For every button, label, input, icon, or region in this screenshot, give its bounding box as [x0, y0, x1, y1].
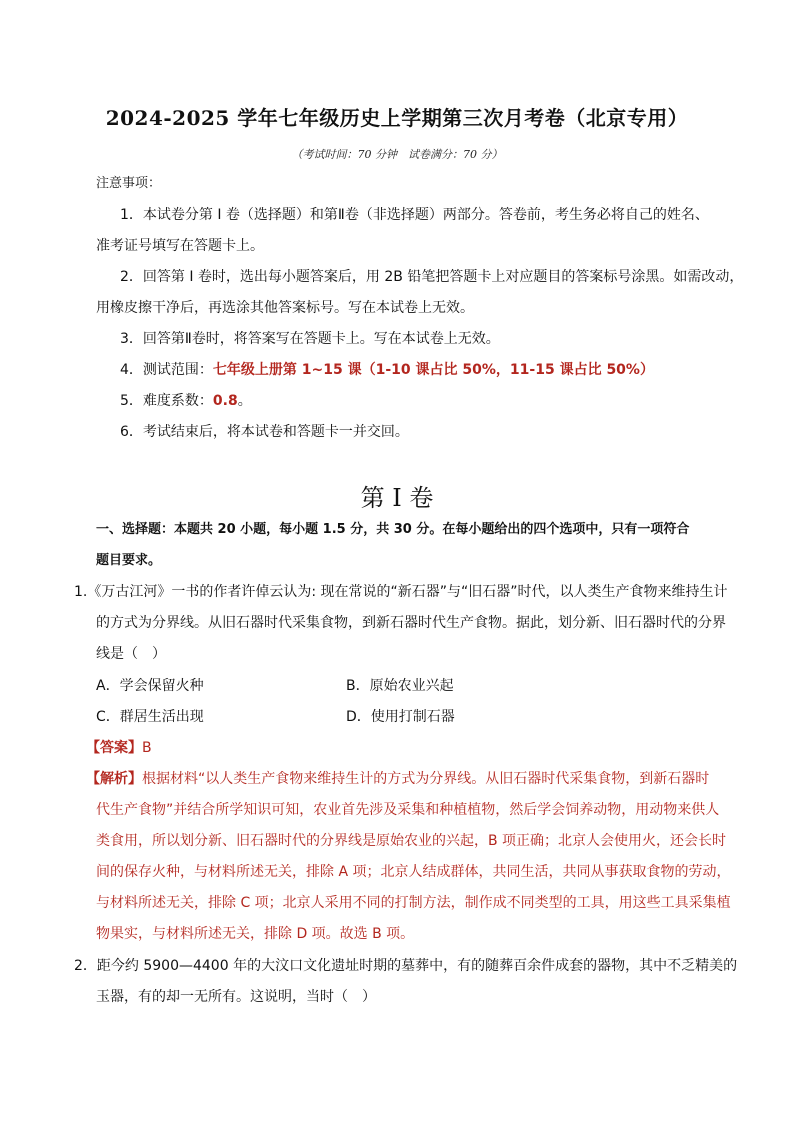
- notice-item-5-prefix: 5．难度系数：: [120, 393, 213, 409]
- analysis-text-1: 根据材料“以人类生产食物来维持生计的方式为分界线。从旧石器时代采集食物，到新石器时: [142, 771, 710, 787]
- question-1-analysis-line-6: 物果实，与材料所述无关，排除 D 项。故选 B 项。: [96, 926, 415, 942]
- notice-item-4-prefix: 4．测试范围：: [120, 362, 213, 378]
- question-1-option-b: B．原始农业兴起: [346, 678, 454, 694]
- analysis-label: 【解析】: [86, 771, 142, 787]
- test-scope-value: 七年级上册第 1~15 课（1-10 课占比 50%，11-15 课占比 50%）: [212, 362, 654, 378]
- notice-item-1-line-2: 准考证号填写在答题卡上。: [96, 238, 264, 254]
- exam-subtitle: （考试时间：70 分钟 试卷满分：70 分）: [291, 148, 503, 161]
- question-1-answer: [86, 738, 152, 758]
- notice-item-2-line-2: 用橡皮擦干净后，再选涂其他答案标号。写在本试卷上无效。: [96, 300, 474, 316]
- exam-title: 2024-2025 学年七年级历史上学期第三次月考卷（北京专用）: [105, 106, 689, 130]
- notice-item-2-line-1: 2．回答第 I 卷时，选出每小题答案后，用 2B 铅笔把答题卡上对应题目的答案标号涂黑。如需改动，: [120, 269, 744, 285]
- question-1-line-3: 线是（ ）: [96, 646, 166, 662]
- notice-item-4: [120, 360, 654, 380]
- question-2-line-2: 玉器，有的却一无所有。这说明，当时（ ）: [96, 989, 376, 1005]
- notice-item-1-line-1: 1．本试卷分第 I 卷（选择题）和第Ⅱ卷（非选择题）两部分。答卷前，考生务必将自己的姓名、: [120, 207, 709, 223]
- notice-heading: 注意事项：: [96, 176, 162, 191]
- notice-item-3: 3．回答第Ⅱ卷时，将答案写在答题卡上。写在本试卷上无效。: [120, 331, 500, 347]
- section-instructions-line-2: 题目要求。: [96, 553, 162, 568]
- question-1-line-2: 的方式为分界线。从旧石器时代采集食物，到新石器时代生产食物。据此，划分新、旧石器时代的分界: [96, 615, 726, 631]
- answer-value: B: [142, 740, 152, 756]
- section-title: 第 I 卷: [360, 484, 434, 512]
- question-1-analysis-line-1: [86, 769, 709, 789]
- question-1-option-a: A．学会保留火种: [96, 678, 204, 694]
- question-1-analysis-line-3: 类食用，所以划分新、旧石器时代的分界线是原始农业的兴起，B 项正确；北京人会使用火，还会长时: [96, 833, 727, 849]
- question-2-line-1: 2．距今约 5900—4400 年的大汶口文化遗址时期的墓葬中，有的随葬百余件成套的器物，其中不乏精美的: [74, 958, 738, 974]
- question-1-analysis-line-2: 代生产食物”并结合所学知识可知，农业首先涉及采集和种植植物，然后学会饲养动物，用动物来供人: [96, 802, 720, 818]
- section-instructions-line-1: 一、选择题：本题共 20 小题，每小题 1.5 分，共 30 分。在每小题给出的四个选项中，只有一项符合: [96, 522, 690, 537]
- notice-item-6: 6．考试结束后，将本试卷和答题卡一并交回。: [120, 424, 409, 440]
- question-1-analysis-line-4: 间的保存火种，与材料所述无关，排除 A 项；北京人结成群体，共同生活，共同从事获取食物的劳动，: [96, 864, 731, 880]
- question-1-option-d: D．使用打制石器: [346, 709, 455, 725]
- question-1-option-c: C．群居生活出现: [96, 709, 204, 725]
- notice-item-5: [120, 391, 252, 411]
- answer-label: 【答案】: [86, 740, 142, 756]
- question-1-line-1: 1.《万古江河》一书的作者许倬云认为: 现在常说的“新石器”与“旧石器”时代，以人类生产食物来维持生计: [74, 584, 728, 600]
- question-1-analysis-line-5: 与材料所述无关，排除 C 项；北京人采用不同的打制方法，制作成不同类型的工具，用这些工具采集植: [96, 895, 731, 911]
- difficulty-value: 0.8: [212, 393, 238, 409]
- notice-item-5-suffix: 。: [237, 393, 252, 409]
